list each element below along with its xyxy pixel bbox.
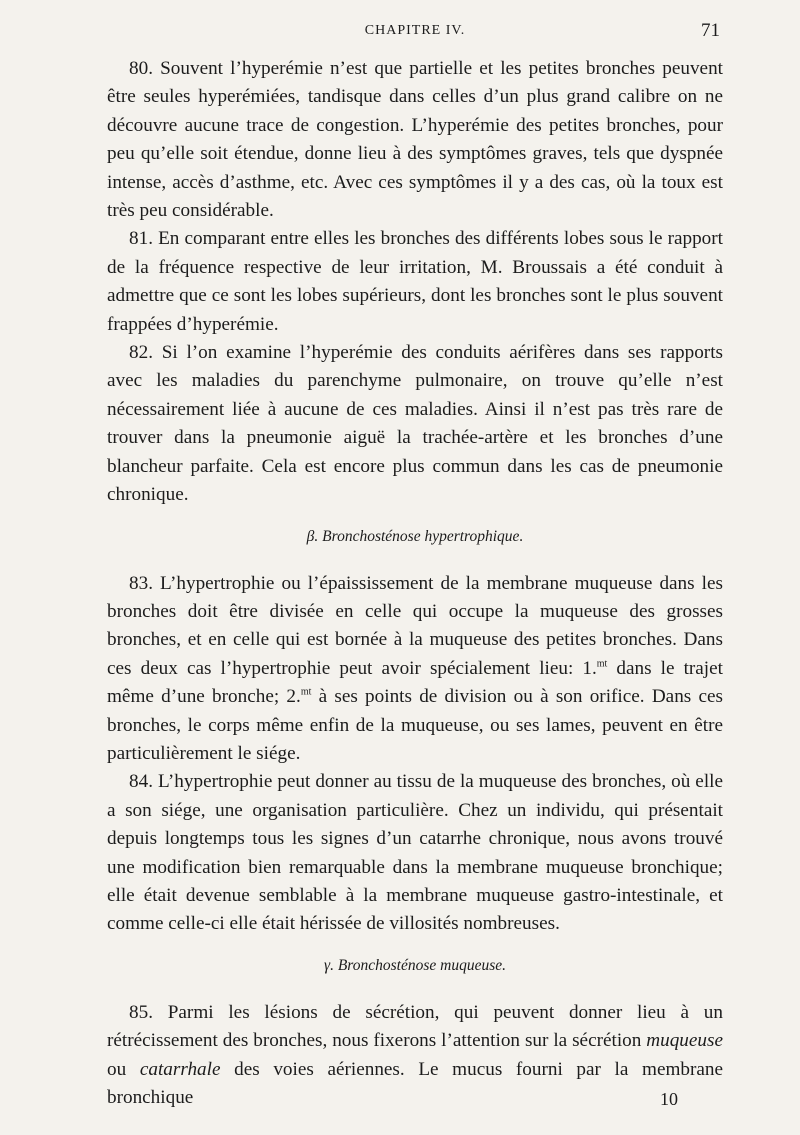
paragraph-83	[107, 570, 723, 769]
ordinal-superscript-2: mt	[300, 686, 312, 698]
body-text	[107, 55, 723, 1112]
page-header	[110, 18, 720, 48]
paragraph-85-part-b: ou	[107, 1058, 140, 1080]
paragraph-82: 82. Si l’on examine l’hyperémie des conduits aérifères dans ses rapports avec les maladies du parenchyme pulmonaire, on trouve qu’elle n’est nécessairement liée à aucune de ces maladies. Ainsi il n’est pas très rare de trouver dans la pneumonie aiguë la trachée-artère et les bronches d’une blancheur parfaite. Cela est encore plus commun dans les cas de pneumonie chronique.	[107, 342, 723, 506]
paragraph-85-part-c: des voies aériennes. Le mucus fourni par la membrane bronchique	[107, 1058, 724, 1108]
paragraph-80: 80. Souvent l’hyperémie n’est que partielle et les petites bronches peuvent être seules hyperémiées, tandisque dans celles d’un plus grand calibre on ne découvre aucune trace de congestion. L’hyperémie des petites bronches, pour peu qu’elle soit étendue, donne lieu à des symptômes graves, tels que dyspnée intense, accès d’asthme, etc. Avec ces symptômes il y a des cas, où la toux est très peu considérable.	[107, 58, 723, 222]
signature-mark: 10	[660, 1089, 678, 1109]
ordinal-superscript-1: mt	[596, 658, 608, 670]
paragraph-83-part-b: dans le trajet même d’une bronche; 2.	[107, 657, 723, 708]
paragraph-85	[107, 999, 723, 1113]
section-heading-beta: β. Bronchosténose hypertrophique.	[306, 527, 524, 545]
paragraph-85-part-a: 85. Parmi les lésions de sécrétion, qui peuvent donner lieu à un rétrécissement des bronches, nous fixerons l’attention sur la sécrétion	[107, 1001, 723, 1052]
paragraph-83-part-a: 83. L’hypertrophie ou l’épaississement de la membrane muqueuse dans les bronches doit être divisée en celle qui occupe la muqueuse des grosses bronches, et en celle qui est bornée à la muqueuse des petites bronches. Dans ces deux cas l’hypertrophie peut avoir spécialement lieu: 1.	[107, 572, 723, 679]
paragraph-83-part-c: à ses points de division ou à son orifice. Dans ces bronches, le corps même enfin de la muqueuse, ou ses lames, peuvent en être particulièrement le siége.	[107, 686, 723, 764]
paragraph-84: 84. L’hypertrophie peut donner au tissu de la muqueuse des bronches, où elle a son siége, une organisation particulière. Chez un individu, qui présentait depuis longtemps tous les signes d’un catarrhe chronique, nous avons trouvé une modification bien remarquable dans la membrane muqueuse bronchique; elle était devenue semblable à la membrane muqueuse gastro-intestinale, et comme celle-ci elle était hérissée de villosités nombreuses.	[107, 771, 723, 935]
paragraph-81: 81. En comparant entre elles les bronches des différents lobes sous le rapport de la fréquence respective de leur irritation, M. Broussais a été conduit à admettre que ce sont les lobes supérieurs, dont les bronches sont le plus souvent frappées d’hyperémie.	[107, 228, 723, 335]
italic-catarrhale: catarrhale	[139, 1058, 221, 1080]
running-head: CHAPITRE IV.	[364, 23, 466, 38]
section-heading-gamma: γ. Bronchosténose muqueuse.	[323, 956, 507, 974]
page-number: 71	[701, 20, 720, 41]
italic-muqueuse: muqueuse	[646, 1030, 723, 1052]
